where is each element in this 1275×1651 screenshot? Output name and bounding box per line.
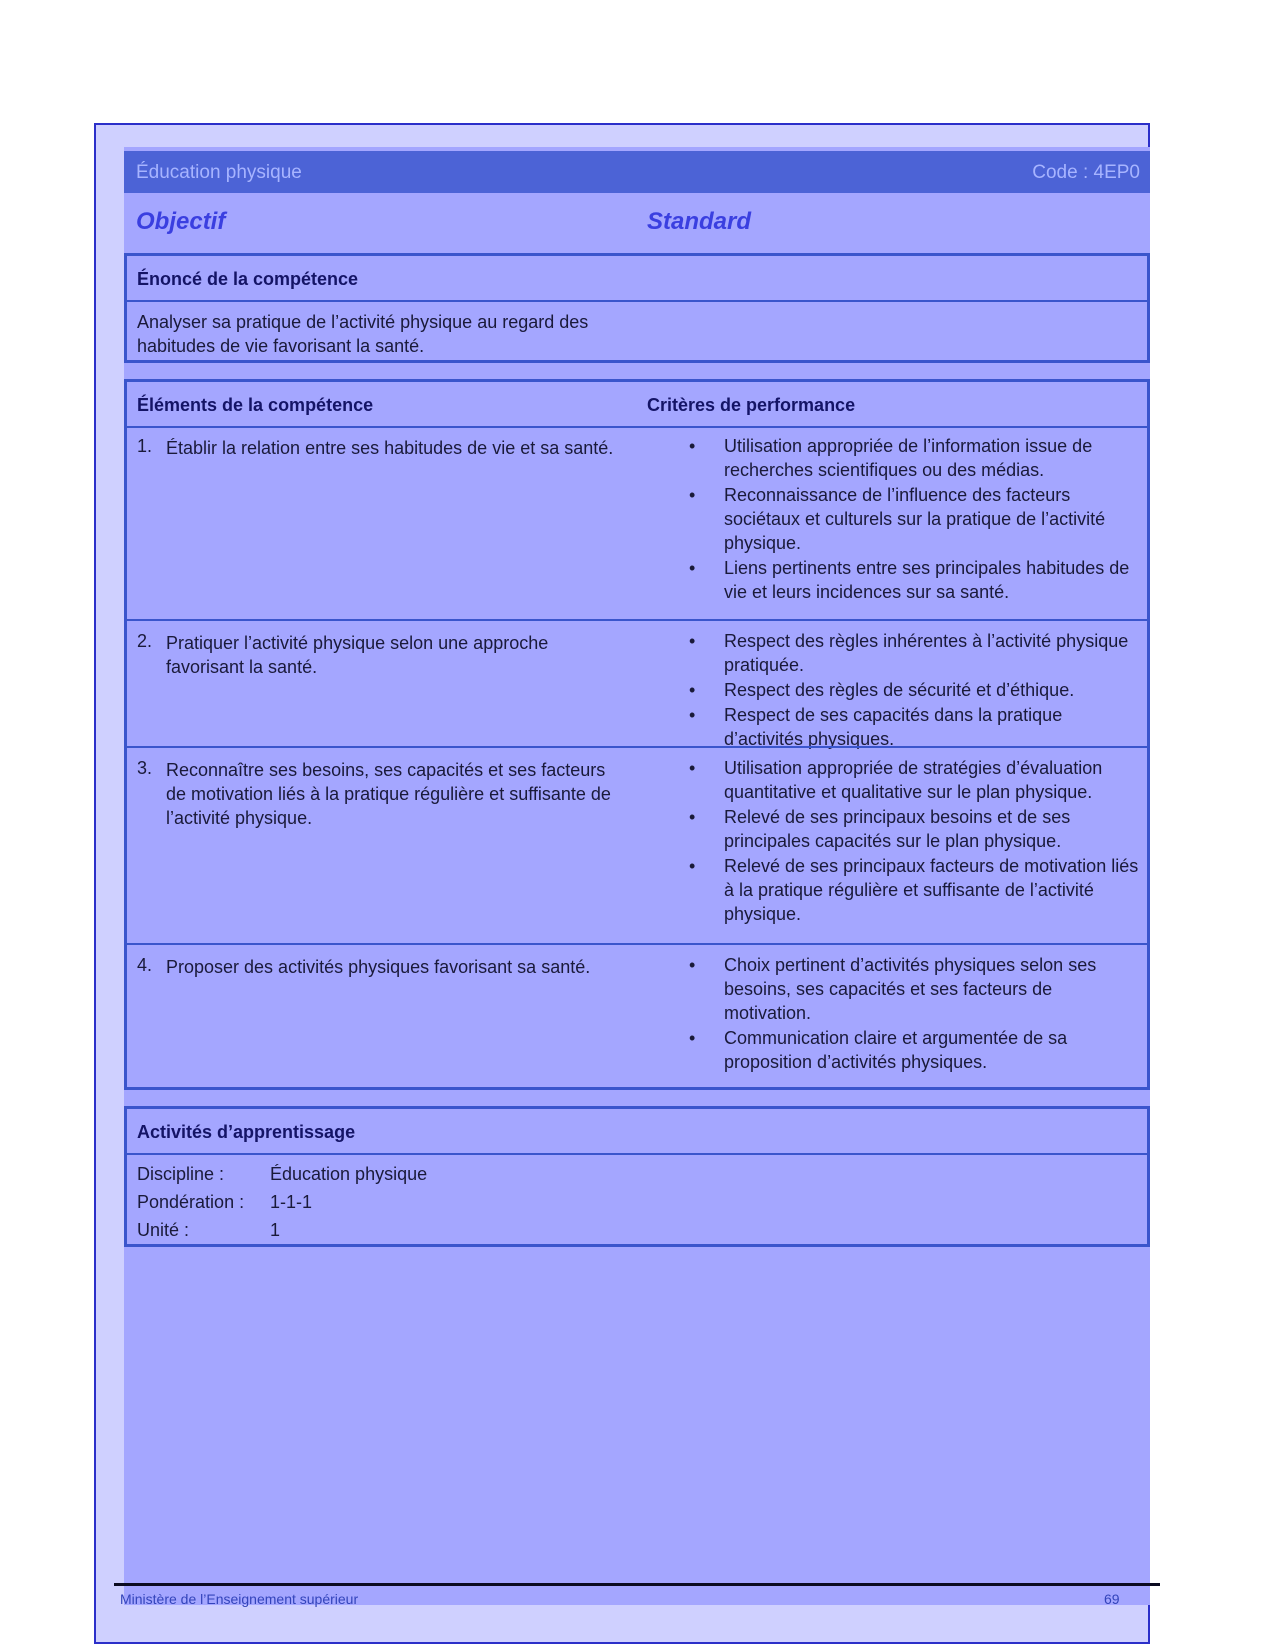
criteria-list: [687, 953, 1139, 1075]
bullet-icon: •: [689, 1028, 696, 1048]
criterion-item: [687, 953, 1139, 1025]
element-number: 4.: [137, 955, 153, 975]
enonce-heading: Énoncé de la compétence: [137, 269, 359, 289]
header-band: [124, 151, 1150, 193]
bullet-icon: •: [689, 436, 696, 456]
criterion-text: Respect de ses capacités dans la pratique d’activités physiques.: [724, 705, 1063, 749]
unite-line: [137, 1220, 280, 1241]
criterion-text: Utilisation appropriée de stratégies d’évaluation quantitative et qualitative sur le plan physique.: [724, 758, 1103, 802]
element-number: 3.: [137, 758, 153, 778]
unite-value: 1: [270, 1220, 281, 1240]
discipline-label: Discipline :: [137, 1164, 225, 1184]
bullet-icon: •: [689, 558, 696, 578]
criterion-item: [687, 854, 1139, 926]
program-title: Éducation physique: [136, 162, 302, 183]
footer-ministry: Ministère de l’Enseignement supérieur: [120, 1591, 359, 1607]
ponderation-label: Pondération :: [137, 1192, 245, 1212]
activites-header-row: [127, 1109, 1147, 1155]
enonce-header-row: [127, 256, 1147, 302]
ponderation-value: 1-1-1: [270, 1192, 313, 1212]
criterion-text: Relevé de ses principaux facteurs de motivation liés à la pratique régulière et suffisante de l’activité physique.: [724, 856, 1139, 924]
criterion-text: Reconnaissance de l’influence des facteurs sociétaux et culturels sur la pratique de l’activité physique.: [724, 485, 1106, 553]
criterion-item: [687, 678, 1139, 702]
enonce-text: Analyser sa pratique de l’activité physique au regard des habitudes de vie favorisant la santé.: [137, 312, 589, 356]
element-row-3: [127, 746, 1147, 943]
discipline-line: [137, 1164, 427, 1185]
criterion-item: [687, 756, 1139, 804]
element-number: 2.: [137, 631, 153, 651]
discipline-value: Éducation physique: [270, 1164, 428, 1184]
bullet-icon: •: [689, 807, 696, 827]
bullet-icon: •: [689, 485, 696, 505]
bullet-icon: •: [689, 856, 696, 876]
criterion-item: [687, 1026, 1139, 1074]
course-code: Code : 4EP0: [1032, 162, 1140, 183]
standard-heading: Standard: [647, 208, 752, 235]
criteria-list: [687, 629, 1139, 752]
elements-section: [124, 379, 1150, 1090]
activites-section: [124, 1106, 1150, 1247]
criterion-text: Communication claire et argumentée de sa proposition d’activités physiques.: [724, 1028, 1068, 1072]
bullet-icon: •: [689, 680, 696, 700]
elements-heading: Éléments de la compétence: [137, 395, 374, 415]
criterion-text: Respect des règles de sécurité et d’éthique.: [724, 680, 1075, 700]
criterion-item: [687, 483, 1139, 555]
element-number: 1.: [137, 436, 153, 456]
unite-label: Unité :: [137, 1220, 190, 1240]
element-text: Reconnaître ses besoins, ses capacités et ses facteurs de motivation liés à la pratique régulière et suffisante de l’activité physique.: [166, 760, 611, 828]
bullet-icon: •: [689, 631, 696, 651]
criterion-text: Choix pertinent d’activités physiques selon ses besoins, ses capacités et ses facteurs de motivation.: [724, 955, 1097, 1023]
criterion-text: Utilisation appropriée de l’information issue de recherches scientifiques ou des médias.: [724, 436, 1093, 480]
element-row-1: [127, 426, 1147, 619]
ponderation-line: [137, 1192, 312, 1213]
criterion-text: Relevé de ses principaux besoins et de ses principales capacités sur le plan physique.: [724, 807, 1071, 851]
activites-heading: Activités d’apprentissage: [137, 1122, 356, 1142]
criteres-heading: Critères de performance: [647, 395, 856, 415]
criterion-item: [687, 556, 1139, 604]
criterion-item: [687, 805, 1139, 853]
footer-rule: [114, 1583, 1160, 1586]
bullet-icon: •: [689, 955, 696, 975]
criterion-item: [687, 434, 1139, 482]
element-text: Établir la relation entre ses habitudes de vie et sa santé.: [166, 438, 614, 458]
element-text: Pratiquer l’activité physique selon une approche favorisant la santé.: [166, 633, 549, 677]
element-text: Proposer des activités physiques favorisant sa santé.: [166, 957, 591, 977]
objectif-heading: Objectif: [136, 208, 226, 235]
criterion-text: Respect des règles inhérentes à l’activité physique pratiquée.: [724, 631, 1129, 675]
bullet-icon: •: [689, 705, 696, 725]
criterion-item: [687, 703, 1139, 751]
criterion-item: [687, 629, 1139, 677]
element-row-4: [127, 943, 1147, 1087]
bullet-icon: •: [689, 758, 696, 778]
page-number: 69: [1104, 1591, 1120, 1607]
criteria-list: [687, 756, 1139, 927]
subheads: [136, 208, 1136, 244]
element-row-2: [127, 619, 1147, 749]
criterion-text: Liens pertinents entre ses principales habitudes de vie et leurs incidences sur sa santé.: [724, 558, 1130, 602]
elements-header-row: [127, 382, 1147, 428]
criteria-list: [687, 434, 1139, 605]
enonce-section: [124, 253, 1150, 363]
